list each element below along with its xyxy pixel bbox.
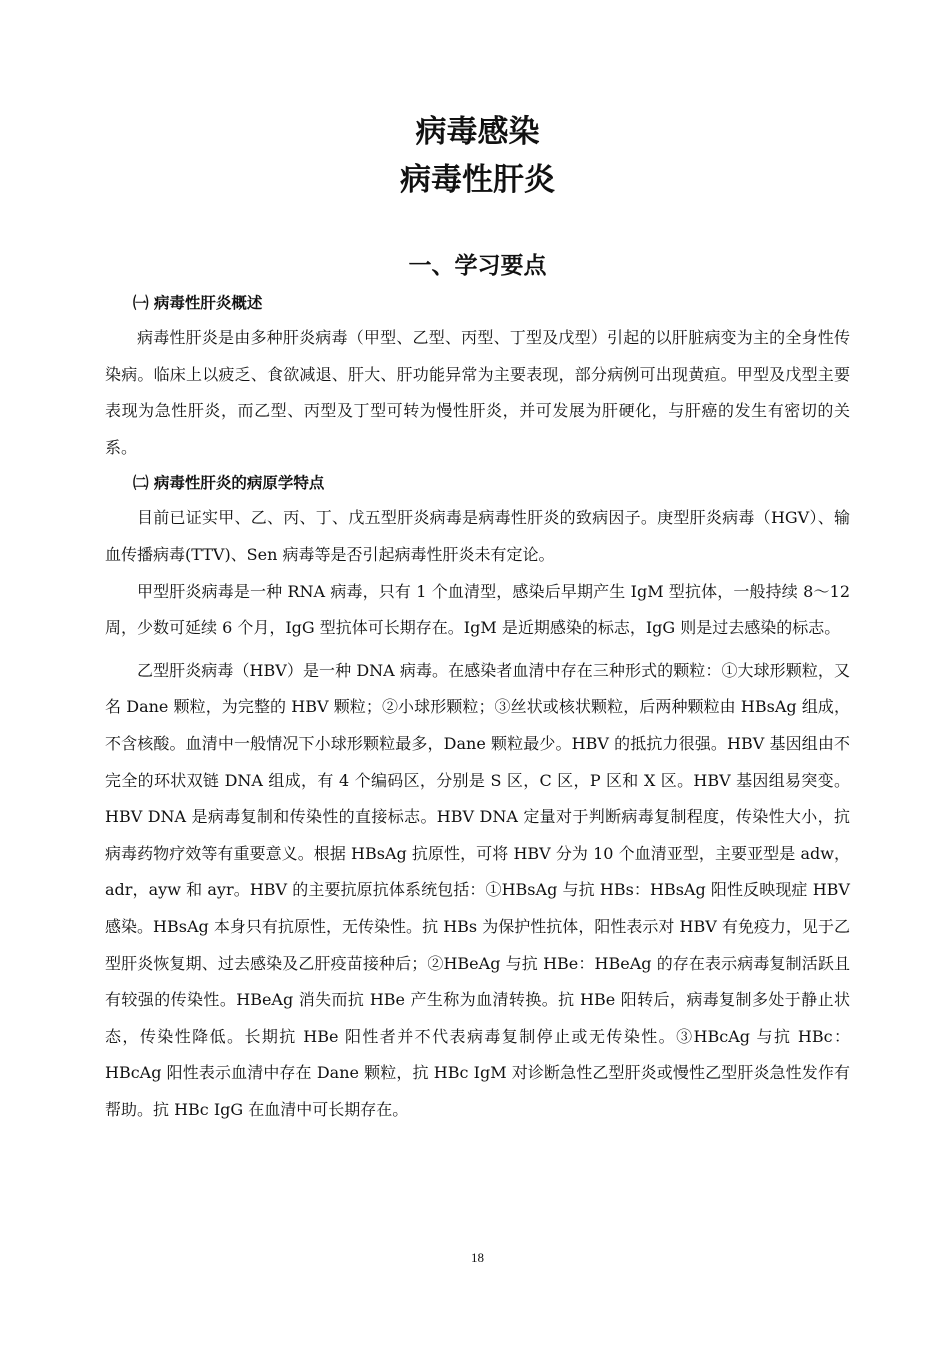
title-block: [105, 108, 850, 204]
page-number: 18: [471, 1250, 484, 1265]
paragraph: 目前已证实甲、乙、丙、丁、戊五型肝炎病毒是病毒性肝炎的致病因子。庚型肝炎病毒（HGV）、输血传播病毒(TTV)、Sen 病毒等是否引起病毒性肝炎未有定论。: [105, 508, 850, 564]
subsection-1-heading: ㈠ 病毒性肝炎概述: [133, 294, 263, 312]
content-body: [105, 288, 850, 1128]
main-title: 病毒感染: [415, 114, 540, 150]
sub-title: 病毒性肝炎: [400, 162, 555, 198]
paragraph: 甲型肝炎病毒是一种 RNA 病毒，只有 1 个血清型，感染后早期产生 IgM 型抗体，一般持续 8～12 周，少数可延续 6 个月，IgG 型抗体可长期存在。IgM 是近期感染的标志，IgG 则是过去感染的标志。: [105, 581, 850, 638]
subsection-2-heading: ㈡ 病毒性肝炎的病原学特点: [133, 474, 325, 493]
section-heading: 一、学习要点: [408, 253, 547, 279]
paragraph: 乙型肝炎病毒（HBV）是一种 DNA 病毒。在感染者血清中存在三种形式的颗粒：①大球形颗粒，又名 Dane 颗粒，为完整的 HBV 颗粒；②小球形颗粒；③丝状或核状颗粒，后两种颗粒由 HBsAg 组成，不含核酸。血清中一般情况下小球形颗粒最多，Dane 颗粒最少。HBV 的抵抗力很强。HBV 基因组由不完全的环状双链 DNA 组成，有 4 个编码区，分别是 S 区，C 区，P 区和 X 区。HBV 基因组易突变。HBV DNA 是病毒复制和传染性的直接标志。HBV DNA 定量对于判断病毒复制程度，传染性大小，抗病毒药物疗效等有重要意义。根据 HBsAg 抗原性，可将 HBV 分为 10 个血清亚型，主要亚型是 adw，adr，ayw 和 ayr。HBV 的主要抗原抗体系统包括：①HBsAg 与抗 HBs：HBsAg 阳性反映现症 HBV 感染。HBsAg 本身只有抗原性，无传染性。抗 HBs 为保护性抗体，阳性表示对 HBV 有免疫力，见于乙型肝炎恢复期、过去感染及乙肝疫苗接种后；②HBeAg 与抗 HBe：HBeAg 的存在表示病毒复制活跃且有较强的传染性。HBeAg 消失而抗 HBe 产生称为血清转换。抗 HBe 阳转后，病毒复制多处于静止状态，传染性降低。长期抗 HBe 阳性者并不代表病毒复制停止或无传染性。③HBcAg 与抗 HBc：HBcAg 阳性表示血清中存在 Dane 颗粒，抗 HBc IgM 对诊断急性乙型肝炎或慢性乙型肝炎急性发作有帮助。抗 HBc IgG 在血清中可长期存在。: [105, 660, 850, 1119]
document-page: [105, 0, 850, 1347]
paragraph: 病毒性肝炎是由多种肝炎病毒（甲型、乙型、丙型、丁型及戊型）引起的以肝脏病变为主的全身性传染病。临床上以疲乏、食欲减退、肝大、肝功能异常为主要表现，部分病例可出现黄疸。甲型及戊型主要表现为急性肝炎，而乙型、丙型及丁型可转为慢性肝炎，并可发展为肝硬化，与肝癌的发生有密切的关系。: [105, 328, 850, 457]
